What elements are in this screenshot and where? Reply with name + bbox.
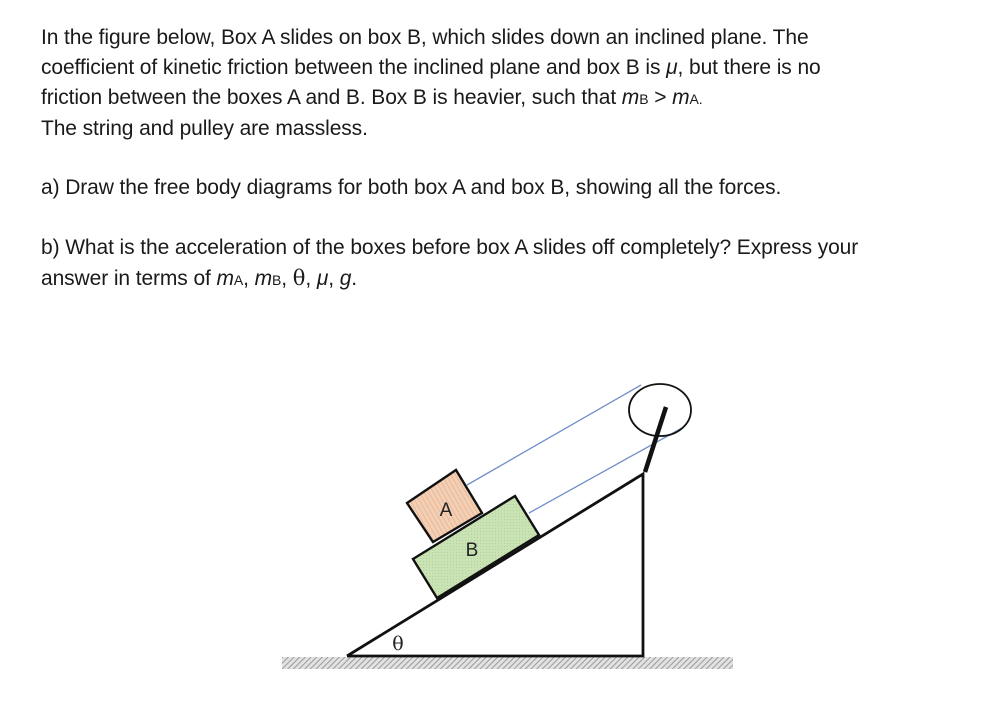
intro-line-4: The string and pulley are massless. <box>41 117 368 140</box>
part-b-line-2: answer in terms of mA, mB, θ, μ, g. <box>41 266 358 290</box>
intro-line-1: In the figure below, Box A slides on box B, which slides down an inclined plane. The <box>41 26 809 49</box>
part-b-line-1: b) What is the acceleration of the boxes before box A slides off completely? Express your <box>41 236 859 259</box>
angle-theta-label: θ <box>392 633 404 655</box>
box-a-label: A <box>439 500 453 521</box>
theta-symbol: θ <box>292 266 306 290</box>
incline-plane <box>347 474 643 656</box>
string-lower <box>529 428 682 513</box>
mass-b: m <box>621 86 640 109</box>
intro-line-3: friction between the boxes A and B. Box B is heavier, such that mB > mA. <box>41 86 703 109</box>
part-a-text: a) Draw the free body diagrams for both box A and box B, showing all the forces. <box>41 176 782 199</box>
mu-symbol: μ <box>666 56 678 79</box>
mass-a: m <box>672 86 690 109</box>
string-upper <box>467 385 641 485</box>
pulley-rod <box>645 407 666 472</box>
ground-hatch <box>282 657 733 669</box>
box-b-label: B <box>465 540 479 561</box>
intro-line-2: coefficient of kinetic friction between the inclined plane and box B is μ, but there is no <box>41 56 821 79</box>
